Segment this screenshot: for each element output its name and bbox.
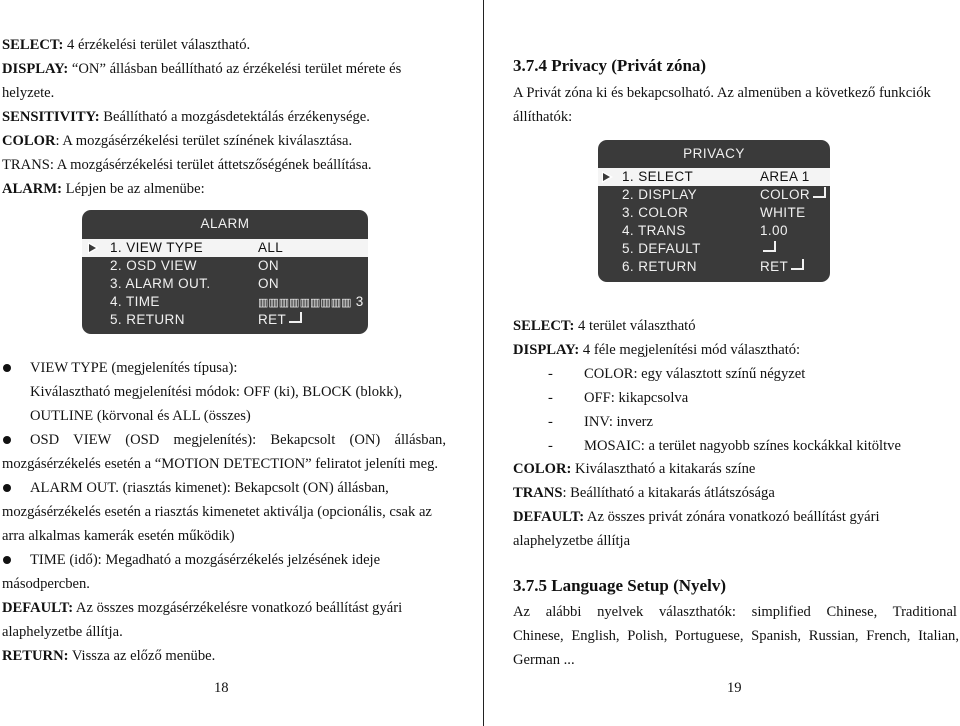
selection-arrow-icon [602,171,613,183]
view-type-desc: Kiválasztható megjelenítési módok: OFF (ki), BLOCK (blokk), [30,384,403,400]
osd-view-desc: mozgásérzékelés esetén a “MOTION DETECTION” feliratot jeleníti meg. [2,456,439,472]
page-divider [483,0,484,726]
alarm-menu-row[interactable]: 2. OSD VIEW ON [110,258,280,273]
enter-icon [763,241,776,252]
return-line: RETURN: Vissza az előző menübe. [2,648,216,664]
bullet-view-type: VIEW TYPE (megjelenítés típusa): [30,360,238,376]
enter-icon [791,259,804,270]
alarm-menu [82,210,368,334]
alarm-menu-row[interactable]: 4. TIME ▥▥▥▥▥▥▥▥▥ 3 [82,293,368,311]
privacy-menu-row[interactable]: 2. DISPLAY COLOR [598,186,830,204]
privacy-menu-row[interactable]: 4. TRANS 1.00 [622,223,788,238]
default-line-2: alaphelyzetbe állítja [513,533,631,549]
trans-line: TRANS: A mozgásérzékelési terület áttetszőségének beállítása. [2,157,372,173]
bullet-time: TIME (idő): Megadható a mozgásérzékelés jelzésének ideje [30,552,381,568]
alarm-out-desc-2: arra alkalmas kamerák esetén működik) [2,528,235,544]
dash-item: - COLOR: egy választott színű négyzet [548,366,806,382]
privacy-menu-row[interactable]: 3. COLOR WHITE [622,205,806,220]
privacy-menu-title: PRIVACY [683,146,745,161]
language-line-2: Chinese, English, Polish, Portuguese, Spanish, Russian, French, Italian, [513,628,959,644]
page-number: 18 [214,680,229,696]
display-line-2: helyzete. [2,85,55,101]
time-bar-icon: ▥▥▥▥▥▥▥▥▥ [258,297,352,309]
dash-item: - MOSAIC: a terület nagyobb színes kockákkal kitöltve [548,438,901,454]
display-line: DISPLAY: “ON” állásban beállítható az érzékelési terület mérete és [2,61,402,77]
alarm-line: ALARM: Lépjen be az almenübe: [2,181,205,197]
privacy-intro: A Privát zóna ki és bekapcsolható. Az almenüben a következő funkciók [513,85,931,101]
enter-icon [289,312,302,323]
page-number: 19 [727,680,742,696]
privacy-menu-row[interactable]: 6. RETURN RET [598,258,830,276]
dash-item: - OFF: kikapcsolva [548,390,689,406]
selection-arrow-icon [88,242,99,254]
color-line: COLOR: A mozgásérzékelési terület színének kiválasztása. [2,133,353,149]
time-desc: másodpercben. [2,576,90,592]
default-line-2: alaphelyzetbe állítja. [2,624,123,640]
alarm-out-desc: mozgásérzékelés esetén a riasztás kimenetet aktiválja (opcionális, csak az [2,504,432,520]
alarm-menu-row[interactable]: 1. VIEW TYPE ALL [82,239,368,257]
language-line-3: German ... [513,652,575,668]
select-line: SELECT: 4 érzékelési terület választható. [2,37,251,53]
privacy-menu [598,140,830,282]
enter-icon [813,187,826,198]
alarm-menu-row[interactable]: 3. ALARM OUT. ON [110,276,280,291]
default-line: DEFAULT: Az összes mozgásérzékelésre vonatkozó beállítást gyári [2,600,403,616]
dash-item: - INV: inverz [548,414,654,430]
privacy-menu-row[interactable]: 5. DEFAULT [598,240,830,258]
select-line: SELECT: 4 terület választható [513,318,696,334]
language-heading: 3.7.5 Language Setup (Nyelv) [513,576,726,595]
privacy-intro-2: állíthatók: [513,109,573,125]
alarm-menu-title: ALARM [200,216,250,231]
color-line: COLOR: Kiválasztható a kitakarás színe [513,461,756,477]
display-line: DISPLAY: 4 féle megjelenítési mód választható: [513,342,801,358]
language-line: Az alábbi nyelvek választhatók: simplified Chinese, Traditional [513,604,957,620]
trans-line: TRANS: Beállítható a kitakarás átlátszósága [513,485,775,501]
default-line: DEFAULT: Az összes privát zónára vonatkozó beállítást gyári [513,509,880,525]
bullet-osd-view: OSD VIEW (OSD megjelenítés): Bekapcsolt (ON) állásban, [30,432,446,448]
view-type-desc-2: OUTLINE (körvonal és ALL (összes) [30,408,251,424]
sensitivity-line: SENSITIVITY: Beállítható a mozgásdetektálás érzékenysége. [2,109,370,125]
privacy-heading: 3.7.4 Privacy (Privát zóna) [513,56,707,75]
privacy-menu-row[interactable]: 1. SELECT AREA 1 [598,168,830,186]
bullet-alarm-out: ALARM OUT. (riasztás kimenet): Bekapcsolt (ON) állásban, [30,480,389,496]
alarm-menu-row[interactable]: 5. RETURN RET [82,311,368,329]
